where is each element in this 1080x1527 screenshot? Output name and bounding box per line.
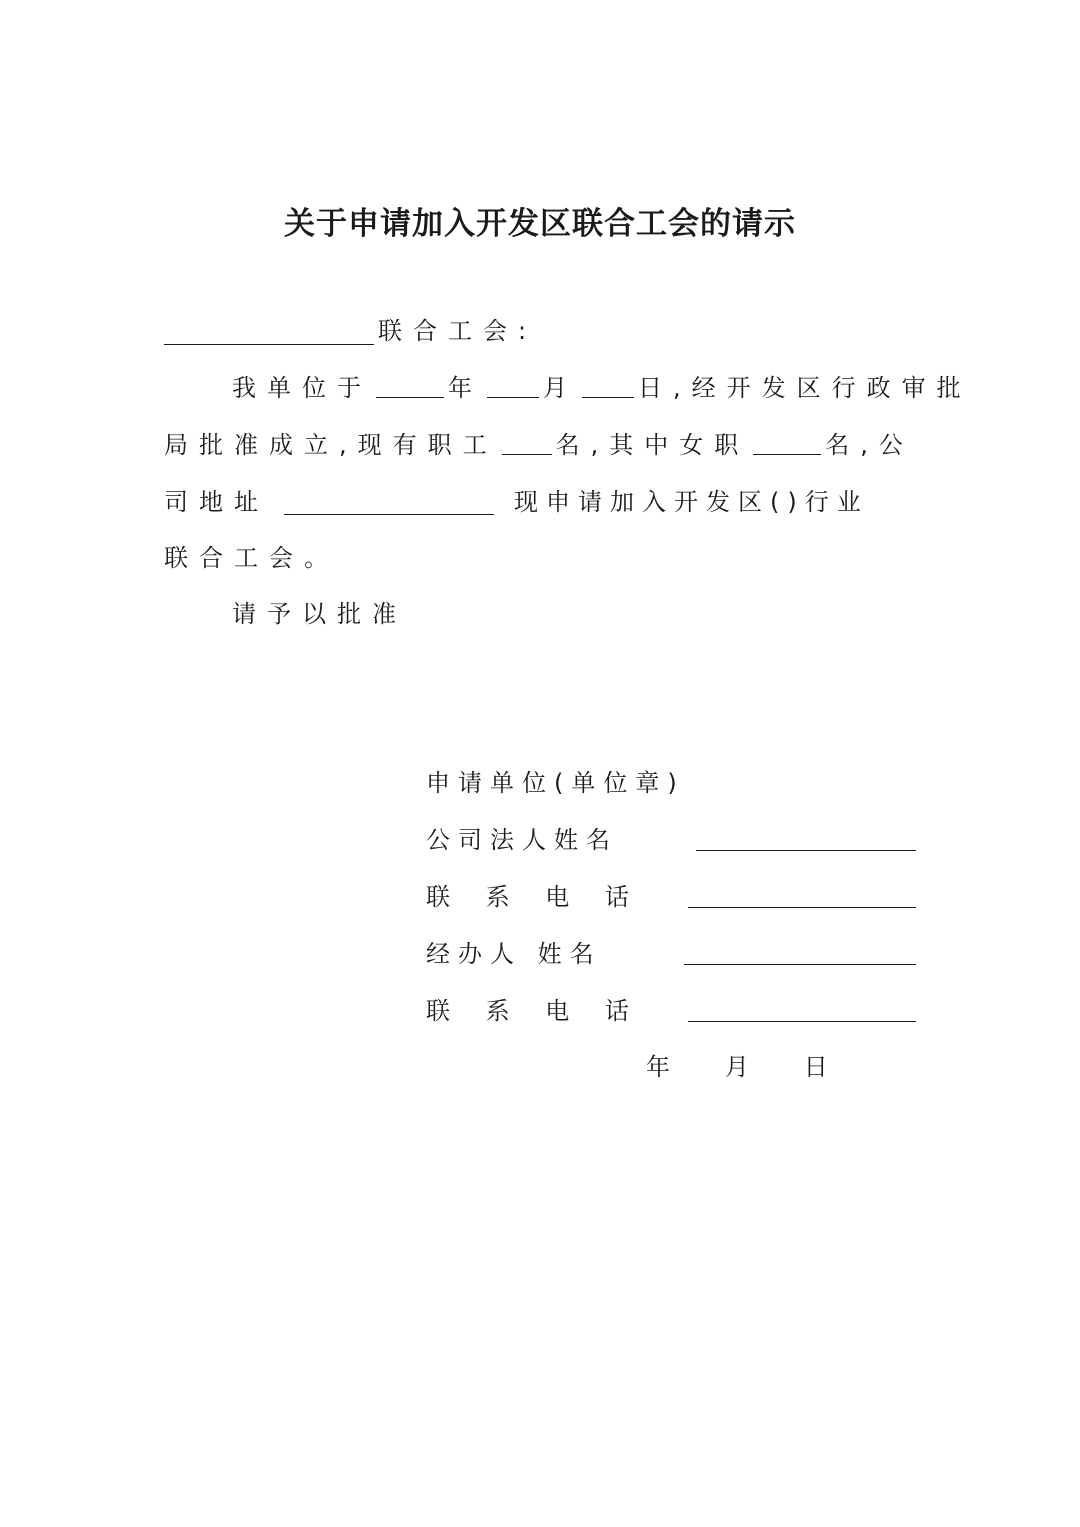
body-text: 名,其中女职 — [555, 431, 750, 459]
body-line-3: 现申请加入开发区()行业 — [514, 488, 869, 516]
request-text: 请予以批准 — [232, 600, 407, 628]
applicant-label: 申请单位(单位章) — [426, 769, 685, 797]
month-blank[interactable] — [487, 375, 539, 398]
address-blank[interactable] — [284, 514, 494, 515]
year-blank[interactable] — [376, 375, 444, 398]
document-title: 关于申请加入开发区联合工会的请示 — [284, 206, 796, 242]
addressee-blank[interactable] — [164, 344, 374, 345]
address-label: 司地址 — [164, 488, 269, 516]
handler-blank[interactable] — [684, 964, 916, 965]
body-line-2 — [164, 430, 914, 460]
body-text: 名,公 — [825, 431, 914, 459]
body-text: 我单位于 — [232, 374, 372, 402]
handler-label: 经办人 姓名 — [426, 940, 602, 968]
day-label: 日,经开发区行政审批 — [638, 374, 972, 402]
body-text: 局批准成立,现有职工 — [164, 431, 498, 459]
legal-person-blank[interactable] — [696, 850, 916, 851]
staff-count-blank[interactable] — [502, 432, 552, 455]
legal-person-label: 公司法人姓名 — [426, 826, 618, 854]
phone-blank-2[interactable] — [688, 1021, 916, 1022]
year-label: 年 — [448, 374, 483, 402]
body-line-4: 联合工会。 — [164, 544, 339, 572]
phone-blank-1[interactable] — [688, 907, 916, 908]
body-line-1 — [232, 373, 972, 403]
addressee-suffix: 联合工会: — [378, 317, 538, 345]
phone-label-1: 联 系 电 话 — [426, 883, 643, 911]
female-staff-blank[interactable] — [753, 432, 821, 455]
month-label: 月 — [543, 374, 578, 402]
day-blank[interactable] — [582, 375, 634, 398]
date-line: 年 月 日 — [646, 1053, 836, 1081]
phone-label-2: 联 系 电 话 — [426, 997, 643, 1025]
